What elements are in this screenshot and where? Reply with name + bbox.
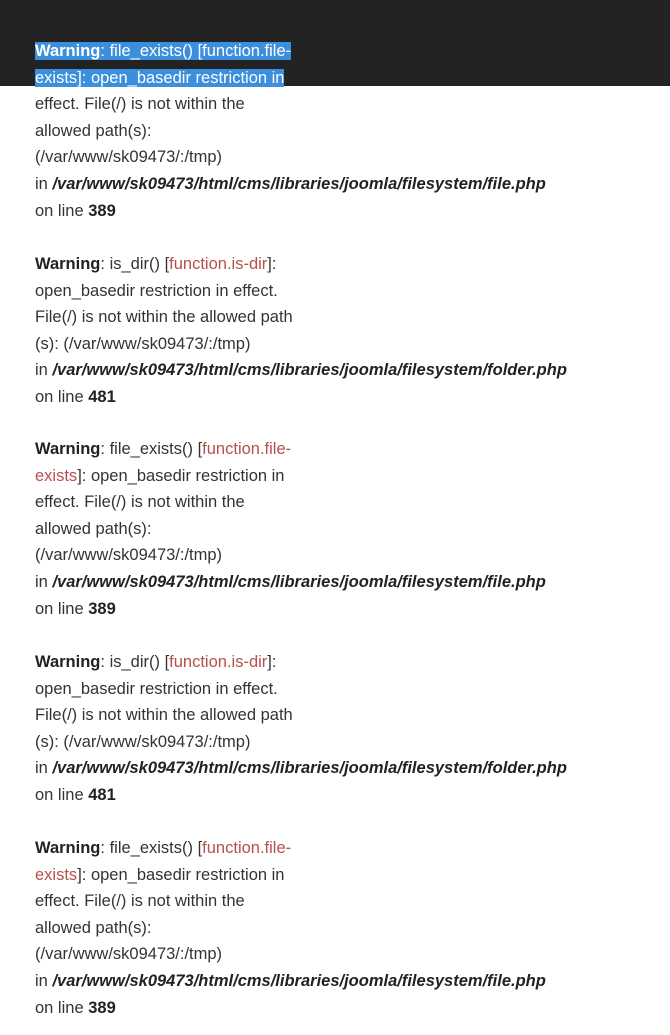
- warning-label: Warning: [35, 255, 101, 273]
- file-path: /var/www/sk09473/html/cms/libraries/joomla/filesystem/folder.php: [52, 361, 567, 380]
- line-number: 481: [88, 387, 116, 406]
- file-path: /var/www/sk09473/html/cms/libraries/joomla/filesystem/file.php: [52, 174, 546, 193]
- warning-text: File(/) is not within the allowed path: [35, 308, 293, 327]
- line-number: 389: [88, 201, 116, 220]
- warning-text: (s): (/var/www/sk09473/:/tmp): [35, 334, 251, 353]
- function-doc-link[interactable]: function.file-: [202, 42, 292, 60]
- warning-line-1: Warning: file_exists() [function.file-: [35, 440, 292, 458]
- file-path: /var/www/sk09473/html/cms/libraries/joomla/filesystem/file.php: [52, 572, 546, 591]
- function-doc-link[interactable]: exists: [35, 466, 78, 485]
- warning-text: (/var/www/sk09473/:/tmp): [35, 148, 223, 167]
- selected-text[interactable]: Warning: file_exists() [function.file-: [35, 42, 292, 60]
- warning-text: effect. File(/) is not within the: [35, 95, 245, 114]
- function-doc-link[interactable]: function.is-dir: [169, 255, 268, 273]
- line-number-line: on line 389: [35, 599, 116, 618]
- warning-line-1: [35, 38, 655, 65]
- php-warning-is-dir: [35, 251, 655, 411]
- php-warning-is-dir: [35, 649, 655, 809]
- line-number-line: on line 389: [35, 201, 116, 220]
- function-doc-link[interactable]: exists: [35, 68, 78, 87]
- php-warning-file-exists: [35, 835, 655, 1021]
- warning-line-1: Warning: file_exists() [function.file-: [35, 839, 292, 857]
- warning-line-1: Warning: is_dir() [function.is-dir]:: [35, 255, 277, 273]
- line-number-line: on line 389: [35, 998, 116, 1017]
- file-path-line: in /var/www/sk09473/html/cms/libraries/joomla/filesystem/file.php: [35, 174, 546, 193]
- warning-text: allowed path(s):: [35, 519, 152, 538]
- warning-label: Warning: [35, 42, 101, 60]
- warning-text: allowed path(s):: [35, 121, 152, 140]
- warning-label: Warning: [35, 839, 101, 857]
- warning-text: allowed path(s):: [35, 918, 152, 937]
- file-path-line: in /var/www/sk09473/html/cms/libraries/joomla/filesystem/file.php: [35, 971, 546, 990]
- warning-line-1: Warning: is_dir() [function.is-dir]:: [35, 653, 277, 671]
- function-doc-link[interactable]: exists: [35, 865, 78, 884]
- function-name: file_exists() [: [109, 42, 203, 60]
- php-warning-file-exists: [35, 436, 655, 622]
- warning-text: (/var/www/sk09473/:/tmp): [35, 546, 223, 565]
- warning-line-2: [35, 65, 655, 92]
- file-path: /var/www/sk09473/html/cms/libraries/joomla/filesystem/file.php: [52, 971, 546, 990]
- php-warning-file-exists: [35, 38, 655, 224]
- file-path-line: in /var/www/sk09473/html/cms/libraries/joomla/filesystem/folder.php: [35, 361, 567, 380]
- line-number-line: on line 481: [35, 785, 116, 804]
- function-doc-link[interactable]: function.file-: [202, 839, 292, 857]
- warning-line-2: exists]: open_basedir restriction in: [35, 865, 285, 884]
- warning-line-2: exists]: open_basedir restriction in: [35, 466, 285, 485]
- warning-text: File(/) is not within the allowed path: [35, 706, 293, 725]
- function-doc-link[interactable]: function.is-dir: [169, 653, 268, 671]
- line-number: 389: [88, 599, 116, 618]
- function-doc-link[interactable]: function.file-: [202, 440, 292, 458]
- function-name: is_dir() [: [109, 653, 170, 671]
- warning-text: open_basedir restriction in effect.: [35, 281, 278, 300]
- file-path-line: in /var/www/sk09473/html/cms/libraries/joomla/filesystem/folder.php: [35, 759, 567, 778]
- function-name: file_exists() [: [109, 839, 203, 857]
- file-path-line: in /var/www/sk09473/html/cms/libraries/joomla/filesystem/file.php: [35, 572, 546, 591]
- file-path: /var/www/sk09473/html/cms/libraries/joomla/filesystem/folder.php: [52, 759, 567, 778]
- function-name: is_dir() [: [109, 255, 170, 273]
- warning-label: Warning: [35, 440, 101, 458]
- warning-text: open_basedir restriction in effect.: [35, 679, 278, 698]
- line-number: 389: [88, 998, 116, 1017]
- selected-text[interactable]: exists]: open_basedir restriction in: [35, 68, 285, 87]
- warning-text: effect. File(/) is not within the: [35, 493, 245, 512]
- warning-text: (/var/www/sk09473/:/tmp): [35, 945, 223, 964]
- line-number: 481: [88, 785, 116, 804]
- warning-text: (s): (/var/www/sk09473/:/tmp): [35, 732, 251, 751]
- warning-label: Warning: [35, 653, 101, 671]
- function-name: file_exists() [: [109, 440, 203, 458]
- line-number-line: on line 481: [35, 387, 116, 406]
- warning-text: effect. File(/) is not within the: [35, 892, 245, 911]
